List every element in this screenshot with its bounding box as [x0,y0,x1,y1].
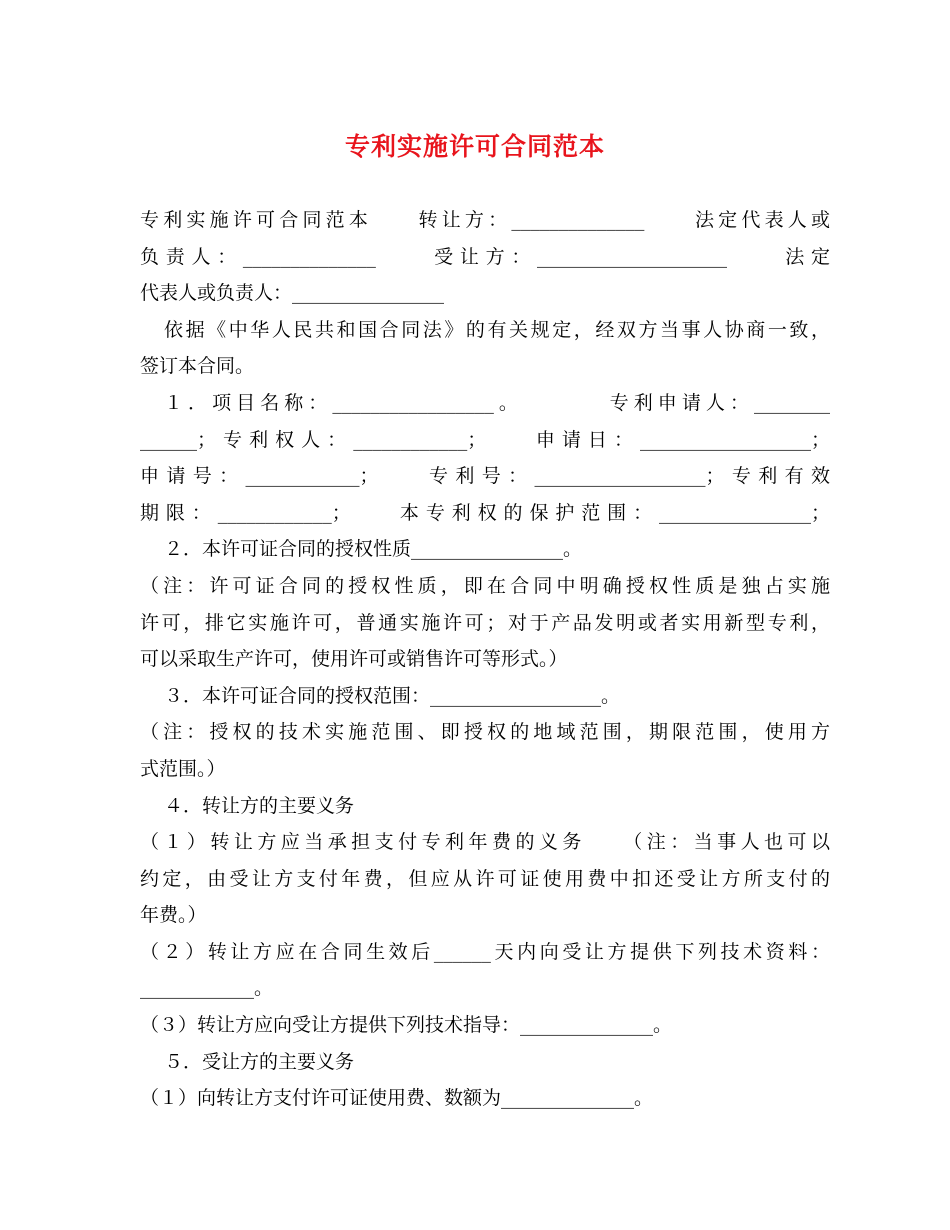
note-line: 许可，排它实施许可，普通实施许可；对于产品发明或者实用新型专利， [140,611,830,634]
clause-5-item: （１）向转让方支付许可证使用费、数额为______________。 [140,1087,654,1110]
paragraph-line: 专利实施许可合同范本 转让方：______________ 法定代表人或 [140,209,830,231]
clause-4-item: （１）转让方应当承担支付专利年费的义务 （注：当事人也可以 [140,831,830,854]
clause-1-line: ______；专利权人：____________； 申请日：__________________； [140,428,830,451]
clause-4-item: 约定，由受让方支付年费，但应从许可证使用费中扣还受让方所支付的 [140,867,830,890]
clause-1-line: 期限：____________； 本专利权的保护范围：________________； [140,501,830,524]
clause-1-line: 申请号：____________； 专利号：__________________；专利有效 [140,465,830,488]
note-line: 可以采取生产许可，使用许可或销售许可等形式。） [140,648,568,671]
clause-3-line: ３．本许可证合同的授权范围：__________________。 [164,684,621,707]
note-line: 式范围。） [140,757,226,780]
paragraph-line: 签订本合同。 [140,355,255,378]
document-body [140,202,830,1117]
clause-4-item: （２）转让方应在合同生效后______天内向受让方提供下列技术资料： [140,940,830,963]
clause-2-line: ２．本许可证合同的授权性质________________。 [164,538,583,561]
note-line: （注：授权的技术实施范围、即授权的地域范围，期限范围，使用方 [140,721,830,744]
paragraph-line: 代表人或负责人：________________ [140,282,445,305]
paragraph-line: 负责人：______________ 受让方：____________________ 法定 [140,245,830,268]
paragraph-line: 依据《中华人民共和国合同法》的有关规定，经双方当事人协商一致， [164,318,830,341]
clause-5-heading: ５．受让方的主要义务 [164,1050,355,1073]
document-title: 专利实施许可合同范本 [344,132,605,161]
clause-4-item: 年费。） [140,904,207,927]
clause-1-line: １．项目名称：_________________。 专利申请人：________ [164,391,830,414]
clause-4-item: ____________。 [140,977,274,1000]
note-line: （注：许可证合同的授权性质，即在合同中明确授权性质是独占实施 [140,574,830,597]
clause-4-heading: ４．转让方的主要义务 [164,794,355,817]
clause-4-item: （３）转让方应向受让方提供下列技术指导：______________。 [140,1014,673,1037]
